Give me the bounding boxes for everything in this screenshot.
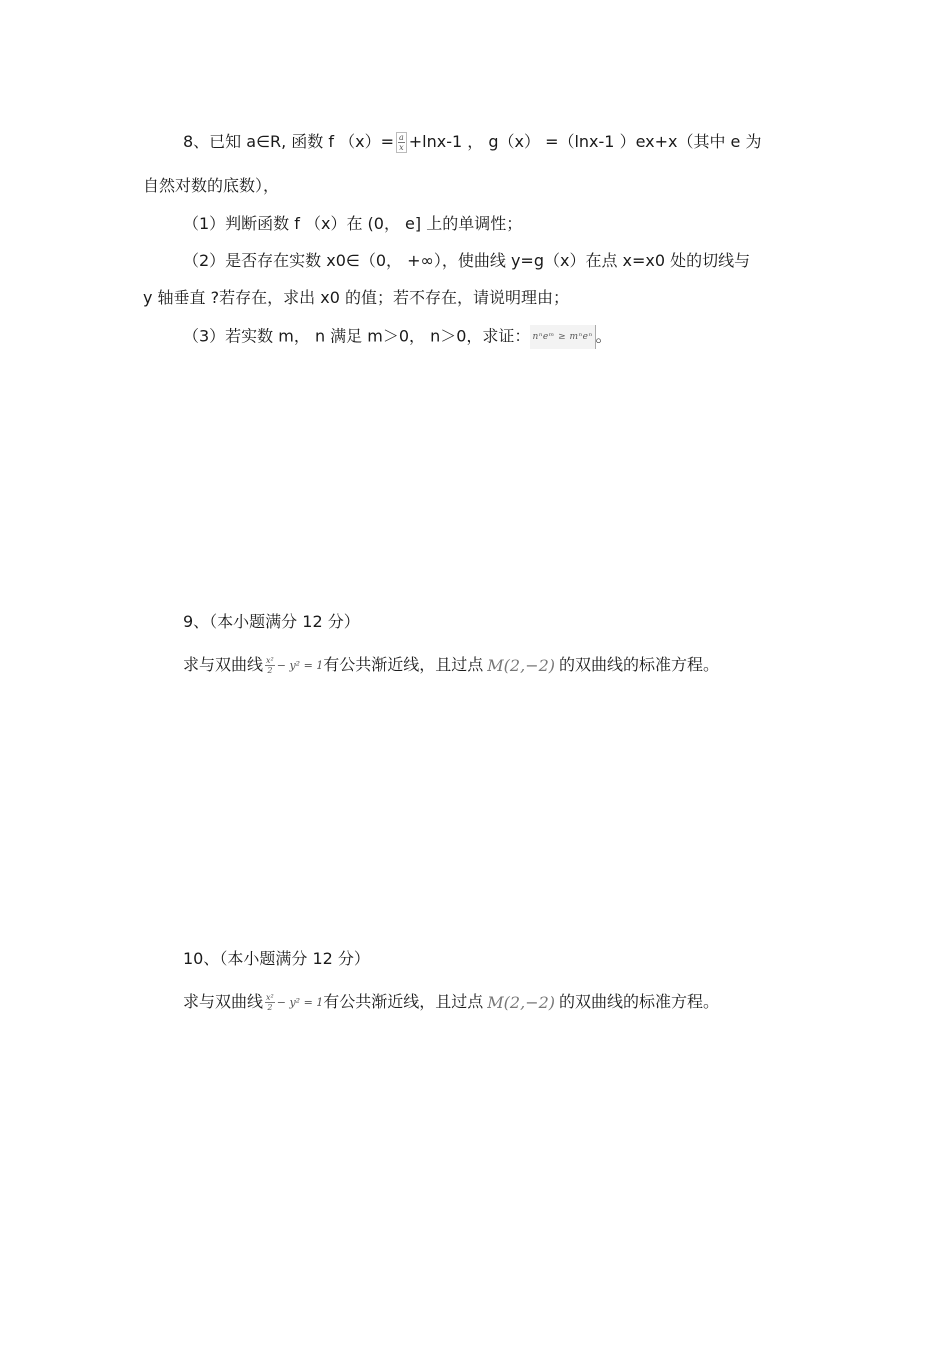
q10-hyperbola-equation bbox=[263, 992, 323, 1014]
q10-text-line bbox=[183, 991, 719, 1014]
q8-part-2-line-1: （2）是否存在实数 x0∈（0， +∞），使曲线 y=g（x）在点 x=x0 处的切线与 bbox=[183, 251, 751, 270]
f-fraction-numerator: a bbox=[398, 133, 404, 142]
q10-hyperbola-fraction bbox=[265, 993, 275, 1012]
q10-hyperbola-numerator: x² bbox=[266, 993, 274, 1002]
q10-point: M(2,−2) bbox=[487, 992, 556, 1012]
q8-intro-b: +lnx-1 ， g（x） =（lnx-1 ）ex+x（其中 e 为 bbox=[408, 132, 762, 151]
q10-hyperbola-denominator: 2 bbox=[267, 1003, 273, 1012]
q8-inequality: nⁿeᵐ ≥ mⁿeⁿ bbox=[530, 325, 595, 349]
q9-hyperbola-rest: − y² = 1 bbox=[276, 658, 324, 672]
q8-part-1: （1）判断函数 f （x）在 (0， e] 上的单调性； bbox=[183, 214, 523, 233]
q8-part-3 bbox=[183, 325, 612, 349]
q8-part-2-line-2: y 轴垂直 ?若存在，求出 x0 的值；若不存在，请说明理由； bbox=[143, 288, 569, 307]
q9-header: 9、（本小题满分 12 分） bbox=[183, 612, 360, 631]
q8-part-3-text: （3）若实数 m， n 满足 m＞0， n＞0，求证： bbox=[183, 326, 531, 346]
q9-hyperbola-denominator: 2 bbox=[267, 666, 273, 675]
q9-hyperbola-fraction bbox=[265, 656, 275, 675]
q9-text-c: 的双曲线的标准方程。 bbox=[559, 655, 720, 674]
q8-intro-line bbox=[183, 131, 762, 153]
q9-text-b: 有公共渐近线，且过点 bbox=[323, 655, 484, 674]
f-fraction-denominator: x bbox=[399, 143, 404, 152]
q9-hyperbola-numerator: x² bbox=[266, 656, 274, 665]
q8-intro-a: 8、已知 a∈R, 函数 f （x）= bbox=[183, 132, 394, 151]
q10-hyperbola-rest: − y² = 1 bbox=[276, 995, 324, 1009]
q10-text-a: 求与双曲线 bbox=[183, 992, 264, 1011]
q9-text-a: 求与双曲线 bbox=[183, 655, 264, 674]
f-fraction bbox=[396, 132, 407, 153]
q10-text-c: 的双曲线的标准方程。 bbox=[559, 992, 720, 1011]
q9-text-line bbox=[183, 654, 719, 677]
q9-hyperbola-equation bbox=[263, 655, 323, 677]
q9-point: M(2,−2) bbox=[487, 655, 556, 675]
q8-part-3-end: 。 bbox=[595, 326, 612, 346]
q8-intro-line-2: 自然对数的底数）， bbox=[143, 176, 280, 195]
q10-header: 10、（本小题满分 12 分） bbox=[183, 949, 370, 968]
q10-text-b: 有公共渐近线，且过点 bbox=[323, 992, 484, 1011]
